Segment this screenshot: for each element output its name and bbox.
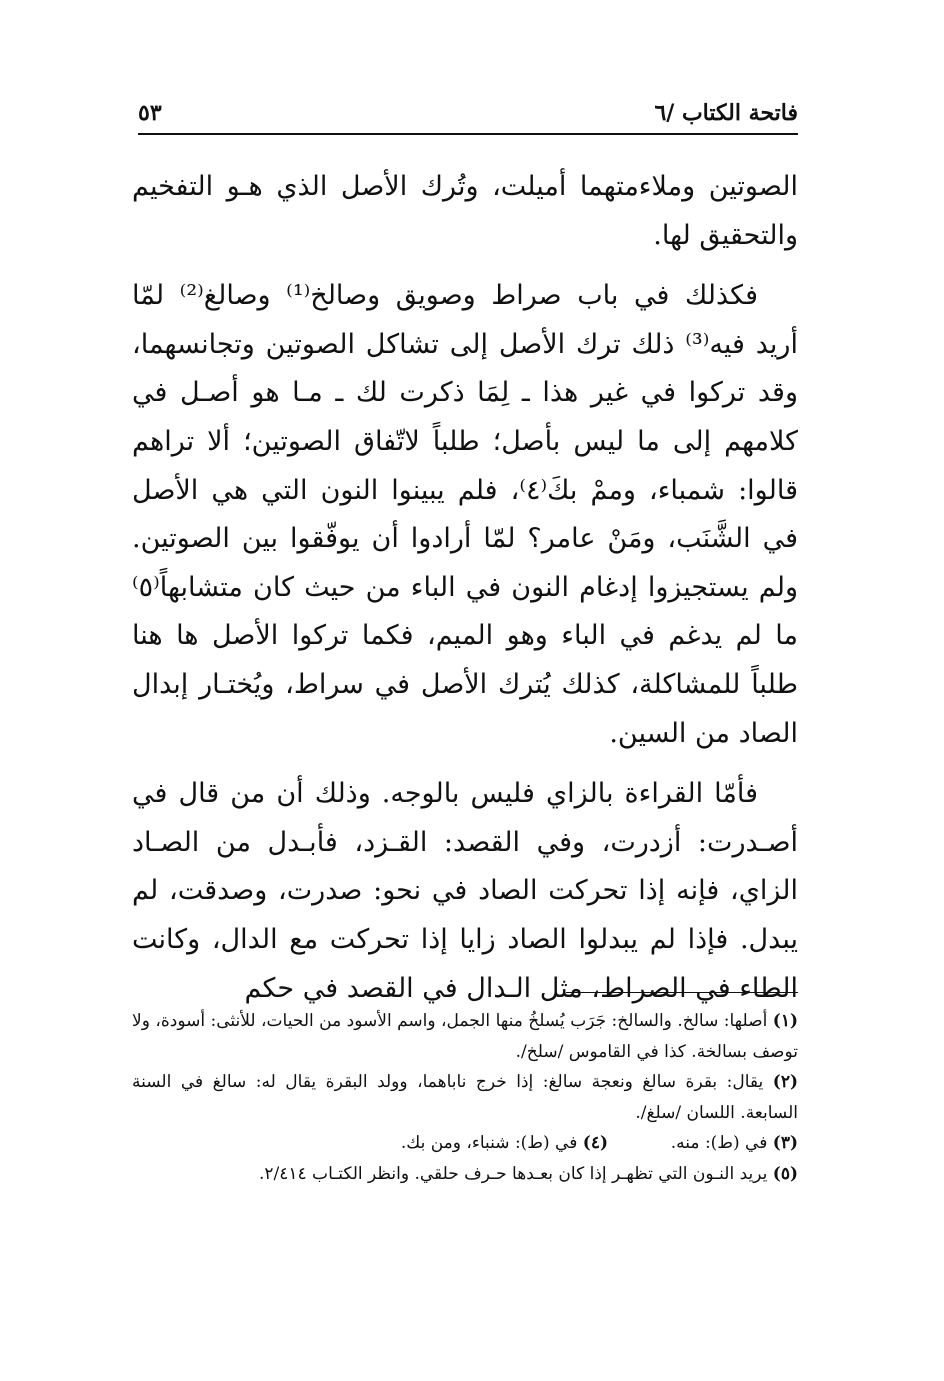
header-rule — [138, 133, 798, 135]
main-text — [132, 163, 798, 1013]
paragraph-2: فكذلك في باب صراط وصويق وصالخ⁽¹⁾ وصالغ⁽²⁾ لمّا أريد فيه⁽³⁾ ذلك ترك الأصل إلى تشاكل الصوتين وتجانسهما، وقد تركوا في غير هذا ـ لِمَا ذكرت لك ـ مـا هو أصـل في كلامهم إلى ما ليس بأصل؛ طلباً لاتّفاق الصوتين؛ ألا تراهم قالوا: شمباء، وممْ بكَ⁽٤⁾، فلم يبينوا النون التي هي الأصل في الشَّنَب، ومَنْ عامر؟ لمّا أرادوا أن يوفّقوا بين الصوتين. ولم يستجيزوا إدغام النون في الباء من حيث كان متشابهاً⁽٥⁾ ما لم يدغم في الباء وهو الميم، فكما تركوا الأصل ها هنا طلباً للمشاكلة، كذلك يُترك الأصل في سراط، ويُختـار إبدال الصاد من السين. — [132, 280, 798, 749]
footnotes — [132, 1006, 798, 1189]
footnote-number: (٣) — [772, 1133, 798, 1153]
footnote-number: (٤) — [582, 1133, 608, 1153]
footnote-2 — [132, 1067, 798, 1128]
page-number: ٥٣ — [138, 100, 162, 126]
footnote-text: في (ط): شنباء، ومن بك. — [400, 1133, 578, 1153]
footnote-text: يريد النـون التي تظهـر إذا كان بعـدها حـرف حلقي. وانظر الكتـاب ٢/٤١٤. — [258, 1163, 768, 1184]
running-title: فاتحة الكتاب /٦ — [654, 100, 798, 126]
footnote-text: أصلها: سالخ. والسالخ: جَرَب يُسلخُ منها الجمل، واسم الأسود من الحيات، للأنثى: أسودة، ولا توصف بسالخة. كذا في القاموس /سلخ/. — [132, 1011, 798, 1062]
footnote-number: (٥) — [772, 1163, 798, 1184]
footnote-number: (٢) — [772, 1072, 799, 1092]
footnote-3 — [608, 1128, 798, 1159]
footnote-row — [132, 1128, 798, 1159]
paragraph-1: الصوتين وملاءمتهما أميلت، وتُرك الأصل الذي هـو التفخيم والتحقيق لها. — [132, 171, 798, 251]
footnote-rule — [566, 992, 798, 993]
footnote-number: (١) — [772, 1011, 798, 1031]
paragraph-3: فأمّا القراءة بالزاي فليس بالوجه. وذلك أن من قال في أصـدرت: أزدرت، وفي القصد: القـزد، فأبـدل من الصـاد الزاي، فإنه إذا تحركت الصاد في نحو: صدرت، وصدقت، لم يبدل. فإذا لم يبدلوا الصاد زايا إذا تحركت مع الدال، وكانت الطاء في الصراط، مثل الـدال في القصد في حكم — [132, 778, 798, 1004]
footnote-5 — [132, 1159, 798, 1190]
footnote-text: في (ط): منه. — [670, 1133, 768, 1153]
running-header — [138, 96, 798, 130]
footnote-text: يقال: بقرة سالغ ونعجة سالغ: إذا خرج ناباهما، وولد البقرة يقال له: سالغ في السنة السابعة. اللسان /سلغ/. — [132, 1072, 798, 1123]
footnote-1 — [132, 1006, 798, 1067]
footnote-4 — [308, 1128, 608, 1159]
